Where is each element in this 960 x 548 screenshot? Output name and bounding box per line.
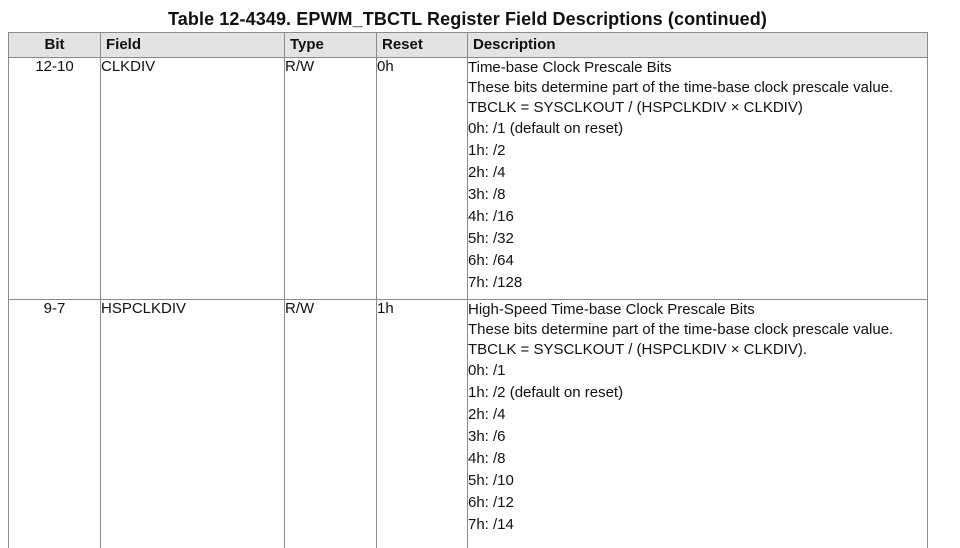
cell-field: HSPCLKDIV — [101, 300, 285, 548]
description-title: Time-base Clock Prescale Bits — [468, 58, 927, 78]
option-item: 6h: /64 — [468, 250, 927, 272]
cell-description — [468, 300, 928, 548]
option-item: 7h: /14 — [468, 514, 927, 536]
table-header-row — [9, 33, 928, 58]
option-item: 3h: /8 — [468, 184, 927, 206]
column-header-bit: Bit — [9, 33, 101, 58]
cell-type: R/W — [285, 58, 377, 300]
option-item: 2h: /4 — [468, 162, 927, 184]
description-text: These bits determine part of the time-base clock prescale value. — [468, 78, 927, 98]
description-title: High-Speed Time-base Clock Prescale Bits — [468, 300, 927, 320]
option-item: 7h: /128 — [468, 272, 927, 294]
option-item: 3h: /6 — [468, 426, 927, 448]
option-item: 5h: /32 — [468, 228, 927, 250]
table-row — [9, 300, 928, 548]
column-header-description: Description — [468, 33, 928, 58]
description-formula: TBCLK = SYSCLKOUT / (HSPCLKDIV × CLKDIV) — [468, 98, 927, 118]
option-item: 0h: /1 (default on reset) — [468, 118, 927, 140]
cell-type: R/W — [285, 300, 377, 548]
option-item: 1h: /2 (default on reset) — [468, 382, 927, 404]
cell-reset: 0h — [377, 58, 468, 300]
register-field-table — [8, 32, 928, 548]
option-item: 4h: /8 — [468, 448, 927, 470]
option-item: 5h: /10 — [468, 470, 927, 492]
option-item: 4h: /16 — [468, 206, 927, 228]
cell-bit: 12-10 — [9, 58, 101, 300]
column-header-reset: Reset — [377, 33, 468, 58]
cell-reset: 1h — [377, 300, 468, 548]
cell-bit: 9-7 — [9, 300, 101, 548]
page-title: Table 12-4349. EPWM_TBCTL Register Field Descriptions (continued) — [0, 8, 935, 30]
table-row — [9, 58, 928, 300]
option-item: 6h: /12 — [468, 492, 927, 514]
option-item: 0h: /1 — [468, 360, 927, 382]
column-header-field: Field — [101, 33, 285, 58]
description-formula: TBCLK = SYSCLKOUT / (HSPCLKDIV × CLKDIV). — [468, 340, 927, 360]
option-item: 2h: /4 — [468, 404, 927, 426]
description-text: These bits determine part of the time-base clock prescale value. — [468, 320, 927, 340]
option-item: 1h: /2 — [468, 140, 927, 162]
cell-field: CLKDIV — [101, 58, 285, 300]
column-header-type: Type — [285, 33, 377, 58]
cell-description — [468, 58, 928, 300]
